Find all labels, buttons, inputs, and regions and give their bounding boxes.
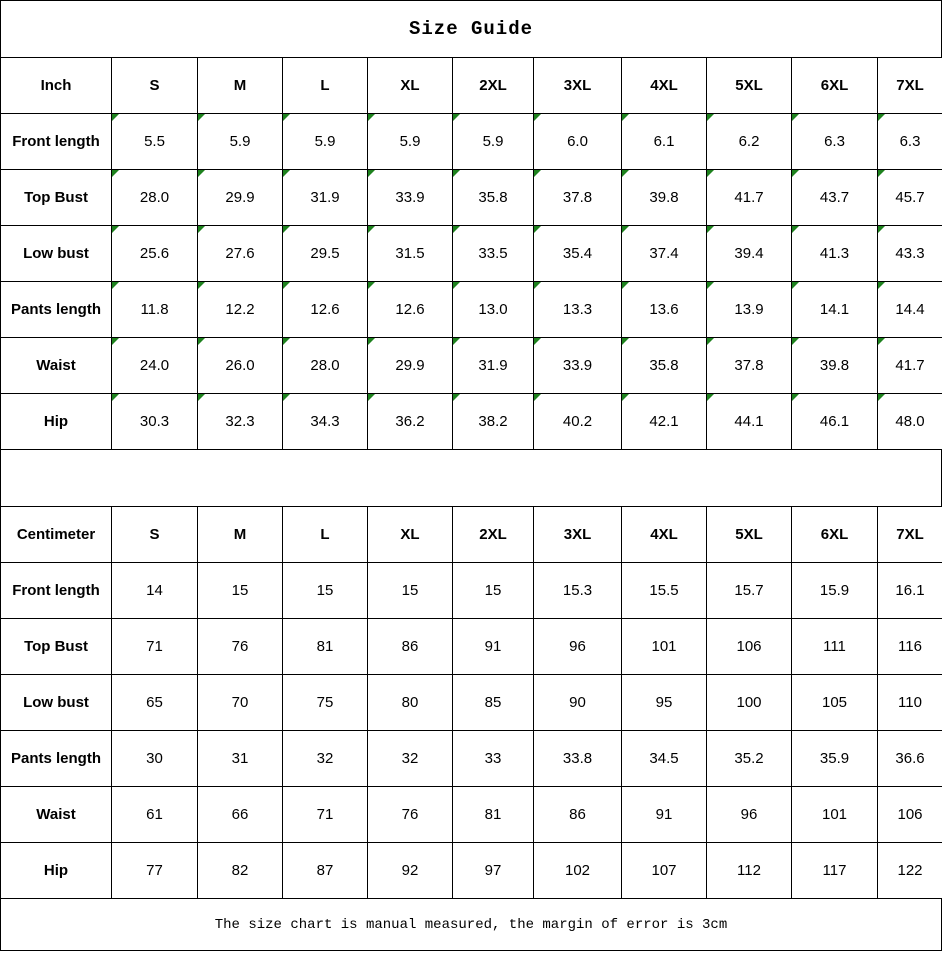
measurement-cell: 35.2 — [707, 731, 792, 787]
measurement-cell: 15.5 — [622, 563, 707, 619]
cell-flag-icon — [622, 114, 629, 121]
measurement-cell: 15 — [453, 563, 534, 619]
measurement-cell: 12.2 — [198, 282, 283, 338]
measurement-cell: 85 — [453, 675, 534, 731]
measurement-cell: 14.1 — [792, 282, 878, 338]
cell-flag-icon — [878, 394, 885, 401]
measurement-cell: 39.8 — [622, 170, 707, 226]
measurement-cell: 122 — [878, 843, 942, 899]
measurement-cell: 6.0 — [534, 114, 622, 170]
measurement-cell: 38.2 — [453, 394, 534, 450]
cell-flag-icon — [453, 282, 460, 289]
measurement-cell: 41.7 — [878, 338, 942, 394]
cell-flag-icon — [368, 394, 375, 401]
measurement-cell: 92 — [368, 843, 453, 899]
measurement-cell: 76 — [368, 787, 453, 843]
measurement-cell: 42.1 — [622, 394, 707, 450]
measurement-cell: 110 — [878, 675, 942, 731]
measurement-cell: 34.5 — [622, 731, 707, 787]
cell-flag-icon — [878, 226, 885, 233]
measurement-cell: 111 — [792, 619, 878, 675]
measurement-cell: 32 — [368, 731, 453, 787]
table-row — [1, 282, 942, 338]
cell-flag-icon — [112, 226, 119, 233]
measurement-cell: 29.9 — [198, 170, 283, 226]
measurement-cell: 28.0 — [283, 338, 368, 394]
measurement-cell: 28.0 — [112, 170, 198, 226]
table-row — [1, 843, 942, 899]
cell-flag-icon — [534, 338, 541, 345]
column-header: XL — [368, 507, 453, 563]
column-header: S — [112, 507, 198, 563]
measurement-cell: 96 — [707, 787, 792, 843]
cell-flag-icon — [707, 114, 714, 121]
table-row — [1, 170, 942, 226]
cell-flag-icon — [283, 394, 290, 401]
measurement-cell: 45.7 — [878, 170, 942, 226]
cell-flag-icon — [792, 282, 799, 289]
measurement-cell: 36.2 — [368, 394, 453, 450]
cell-flag-icon — [112, 170, 119, 177]
measurement-cell: 96 — [534, 619, 622, 675]
centimeter-size-table — [0, 506, 942, 899]
measurement-cell: 48.0 — [878, 394, 942, 450]
cell-flag-icon — [198, 114, 205, 121]
measurement-cell: 5.9 — [368, 114, 453, 170]
measurement-cell: 35.8 — [453, 170, 534, 226]
measurement-cell: 30.3 — [112, 394, 198, 450]
cell-flag-icon — [792, 114, 799, 121]
measurement-cell: 31.9 — [453, 338, 534, 394]
column-header: 6XL — [792, 507, 878, 563]
measurement-cell: 116 — [878, 619, 942, 675]
measurement-cell: 25.6 — [112, 226, 198, 282]
measurement-cell: 90 — [534, 675, 622, 731]
measurement-cell: 27.6 — [198, 226, 283, 282]
row-label: Pants length — [1, 731, 112, 787]
measurement-cell: 41.7 — [707, 170, 792, 226]
cell-flag-icon — [534, 226, 541, 233]
measurement-cell: 105 — [792, 675, 878, 731]
measurement-cell: 97 — [453, 843, 534, 899]
measurement-cell: 71 — [283, 787, 368, 843]
cell-flag-icon — [198, 226, 205, 233]
cell-flag-icon — [453, 226, 460, 233]
column-header: S — [112, 58, 198, 114]
measurement-cell: 101 — [622, 619, 707, 675]
measurement-cell: 35.8 — [622, 338, 707, 394]
row-label: Front length — [1, 114, 112, 170]
cell-flag-icon — [368, 170, 375, 177]
column-header: L — [283, 507, 368, 563]
cell-flag-icon — [112, 282, 119, 289]
column-header: 2XL — [453, 507, 534, 563]
row-label: Hip — [1, 843, 112, 899]
measurement-cell: 91 — [622, 787, 707, 843]
column-header: 6XL — [792, 58, 878, 114]
measurement-cell: 95 — [622, 675, 707, 731]
measurement-cell: 13.0 — [453, 282, 534, 338]
measurement-cell: 75 — [283, 675, 368, 731]
cell-flag-icon — [622, 394, 629, 401]
measurement-cell: 26.0 — [198, 338, 283, 394]
measurement-cell: 5.9 — [453, 114, 534, 170]
measurement-cell: 35.4 — [534, 226, 622, 282]
table-row — [1, 787, 942, 843]
measurement-cell: 91 — [453, 619, 534, 675]
measurement-cell: 11.8 — [112, 282, 198, 338]
measurement-cell: 31 — [198, 731, 283, 787]
table-row — [1, 394, 942, 450]
measurement-cell: 100 — [707, 675, 792, 731]
table-spacer — [0, 450, 942, 506]
measurement-cell: 12.6 — [368, 282, 453, 338]
column-header: M — [198, 58, 283, 114]
measurement-cell: 39.8 — [792, 338, 878, 394]
table-row — [1, 226, 942, 282]
cell-flag-icon — [283, 338, 290, 345]
measurement-cell: 101 — [792, 787, 878, 843]
measurement-cell: 102 — [534, 843, 622, 899]
measurement-cell: 34.3 — [283, 394, 368, 450]
cell-flag-icon — [707, 170, 714, 177]
measurement-cell: 12.6 — [283, 282, 368, 338]
cell-flag-icon — [878, 170, 885, 177]
cell-flag-icon — [707, 394, 714, 401]
footer-note: The size chart is manual measured, the margin of error is 3cm — [0, 899, 942, 951]
cell-flag-icon — [534, 114, 541, 121]
measurement-cell: 30 — [112, 731, 198, 787]
column-header: 5XL — [707, 507, 792, 563]
cell-flag-icon — [622, 226, 629, 233]
measurement-cell: 86 — [534, 787, 622, 843]
column-header: 5XL — [707, 58, 792, 114]
column-header: 4XL — [622, 507, 707, 563]
row-label: Waist — [1, 787, 112, 843]
column-header: 7XL — [878, 507, 942, 563]
row-label: Low bust — [1, 226, 112, 282]
measurement-cell: 46.1 — [792, 394, 878, 450]
measurement-cell: 112 — [707, 843, 792, 899]
cell-flag-icon — [198, 170, 205, 177]
measurement-cell: 66 — [198, 787, 283, 843]
cell-flag-icon — [622, 170, 629, 177]
cell-flag-icon — [368, 226, 375, 233]
cell-flag-icon — [453, 338, 460, 345]
row-label: Front length — [1, 563, 112, 619]
table-row — [1, 619, 942, 675]
cell-flag-icon — [198, 394, 205, 401]
cell-flag-icon — [368, 282, 375, 289]
cell-flag-icon — [198, 338, 205, 345]
unit-header: Centimeter — [1, 507, 112, 563]
unit-header: Inch — [1, 58, 112, 114]
cell-flag-icon — [112, 338, 119, 345]
column-header: 7XL — [878, 58, 942, 114]
measurement-cell: 33 — [453, 731, 534, 787]
measurement-cell: 35.9 — [792, 731, 878, 787]
cell-flag-icon — [198, 282, 205, 289]
table-row — [1, 338, 942, 394]
cell-flag-icon — [368, 338, 375, 345]
measurement-cell: 14.4 — [878, 282, 942, 338]
measurement-cell: 6.1 — [622, 114, 707, 170]
measurement-cell: 15 — [368, 563, 453, 619]
measurement-cell: 117 — [792, 843, 878, 899]
measurement-cell: 13.6 — [622, 282, 707, 338]
table-row — [1, 731, 942, 787]
cell-flag-icon — [283, 114, 290, 121]
cell-flag-icon — [534, 282, 541, 289]
header-row — [1, 507, 942, 563]
measurement-cell: 65 — [112, 675, 198, 731]
measurement-cell: 81 — [453, 787, 534, 843]
measurement-cell: 15 — [198, 563, 283, 619]
measurement-cell: 106 — [707, 619, 792, 675]
measurement-cell: 5.9 — [283, 114, 368, 170]
measurement-cell: 106 — [878, 787, 942, 843]
row-label: Hip — [1, 394, 112, 450]
measurement-cell: 15.7 — [707, 563, 792, 619]
measurement-cell: 36.6 — [878, 731, 942, 787]
cell-flag-icon — [707, 282, 714, 289]
measurement-cell: 6.2 — [707, 114, 792, 170]
measurement-cell: 81 — [283, 619, 368, 675]
measurement-cell: 82 — [198, 843, 283, 899]
measurement-cell: 29.5 — [283, 226, 368, 282]
cell-flag-icon — [283, 170, 290, 177]
measurement-cell: 86 — [368, 619, 453, 675]
measurement-cell: 15.3 — [534, 563, 622, 619]
column-header: 4XL — [622, 58, 707, 114]
measurement-cell: 16.1 — [878, 563, 942, 619]
cell-flag-icon — [878, 282, 885, 289]
measurement-cell: 14 — [112, 563, 198, 619]
cell-flag-icon — [878, 114, 885, 121]
measurement-cell: 32.3 — [198, 394, 283, 450]
table-row — [1, 675, 942, 731]
measurement-cell: 6.3 — [792, 114, 878, 170]
measurement-cell: 15 — [283, 563, 368, 619]
measurement-cell: 43.7 — [792, 170, 878, 226]
cell-flag-icon — [534, 394, 541, 401]
table-row — [1, 563, 942, 619]
column-header: XL — [368, 58, 453, 114]
measurement-cell: 41.3 — [792, 226, 878, 282]
measurement-cell: 33.8 — [534, 731, 622, 787]
measurement-cell: 44.1 — [707, 394, 792, 450]
cell-flag-icon — [622, 282, 629, 289]
measurement-cell: 80 — [368, 675, 453, 731]
measurement-cell: 15.9 — [792, 563, 878, 619]
measurement-cell: 5.9 — [198, 114, 283, 170]
page-title: Size Guide — [0, 0, 942, 57]
measurement-cell: 32 — [283, 731, 368, 787]
measurement-cell: 61 — [112, 787, 198, 843]
cell-flag-icon — [453, 394, 460, 401]
measurement-cell: 13.9 — [707, 282, 792, 338]
cell-flag-icon — [283, 282, 290, 289]
table-row — [1, 114, 942, 170]
row-label: Low bust — [1, 675, 112, 731]
cell-flag-icon — [792, 338, 799, 345]
measurement-cell: 77 — [112, 843, 198, 899]
cell-flag-icon — [534, 170, 541, 177]
cell-flag-icon — [283, 226, 290, 233]
measurement-cell: 33.9 — [368, 170, 453, 226]
row-label: Waist — [1, 338, 112, 394]
cell-flag-icon — [112, 394, 119, 401]
row-label: Top Bust — [1, 619, 112, 675]
measurement-cell: 107 — [622, 843, 707, 899]
measurement-cell: 33.5 — [453, 226, 534, 282]
row-label: Pants length — [1, 282, 112, 338]
measurement-cell: 33.9 — [534, 338, 622, 394]
measurement-cell: 37.4 — [622, 226, 707, 282]
cell-flag-icon — [792, 170, 799, 177]
cell-flag-icon — [622, 338, 629, 345]
measurement-cell: 87 — [283, 843, 368, 899]
measurement-cell: 76 — [198, 619, 283, 675]
cell-flag-icon — [453, 114, 460, 121]
measurement-cell: 29.9 — [368, 338, 453, 394]
cell-flag-icon — [368, 114, 375, 121]
column-header: 2XL — [453, 58, 534, 114]
measurement-cell: 5.5 — [112, 114, 198, 170]
measurement-cell: 43.3 — [878, 226, 942, 282]
measurement-cell: 13.3 — [534, 282, 622, 338]
measurement-cell: 39.4 — [707, 226, 792, 282]
inch-size-table — [0, 57, 942, 450]
measurement-cell: 31.5 — [368, 226, 453, 282]
header-row — [1, 58, 942, 114]
column-header: 3XL — [534, 58, 622, 114]
measurement-cell: 70 — [198, 675, 283, 731]
cell-flag-icon — [453, 170, 460, 177]
measurement-cell: 40.2 — [534, 394, 622, 450]
measurement-cell: 24.0 — [112, 338, 198, 394]
cell-flag-icon — [112, 114, 119, 121]
column-header: L — [283, 58, 368, 114]
cell-flag-icon — [792, 226, 799, 233]
cell-flag-icon — [878, 338, 885, 345]
measurement-cell: 31.9 — [283, 170, 368, 226]
measurement-cell: 37.8 — [534, 170, 622, 226]
column-header: M — [198, 507, 283, 563]
cell-flag-icon — [792, 394, 799, 401]
measurement-cell: 71 — [112, 619, 198, 675]
row-label: Top Bust — [1, 170, 112, 226]
cell-flag-icon — [707, 338, 714, 345]
measurement-cell: 6.3 — [878, 114, 942, 170]
column-header: 3XL — [534, 507, 622, 563]
cell-flag-icon — [707, 226, 714, 233]
measurement-cell: 37.8 — [707, 338, 792, 394]
